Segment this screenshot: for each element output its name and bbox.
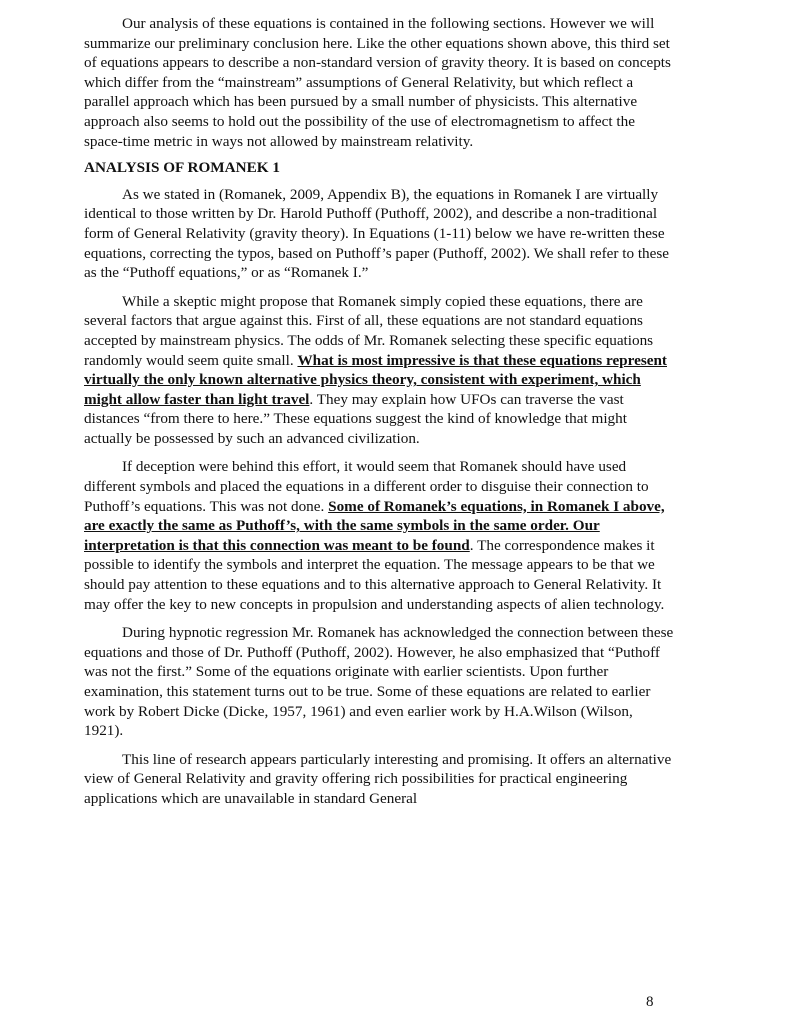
intro-paragraph: Our analysis of these equations is contained in the following sections. However we will summarize our preliminary conclusion here. Like the other equations shown above, this third set of equations appears to describe a non-standard version of gravity theory. It is based on concepts which differ from the “mainstream” assumptions of General Relativity, but which reflect a parallel approach which has been pursued by a small number of physicists. This alternative approach also seems to hold out the possibility of the use of electromagnetism to affect the space-time metric in ways not allowed by mainstream relativity. xyxy=(84,15,671,150)
section-heading: ANALYSIS OF ROMANEK 1 xyxy=(84,159,280,177)
body-paragraph-4: During hypnotic regression Mr. Romanek has acknowledged the connection between these equations and those of Dr. Puthoff (Puthoff, 2002). However, he also emphasized that “Puthoff was not the first.” Some of the equations originate with earlier scientists. Upon further examination, this statement turns out to be true. Some of these equations are related to earlier work by Robert Dicke (Dicke, 1957, 1961) and even earlier work by H.A.Wilson (Wilson, 1921). xyxy=(84,624,674,740)
paragraph-3-text-start: If deception were behind this effort, it would seem that Romanek should have used different symbols and placed the equations in a different order to disguise their connection to Puthoff’s equations. This was not done. xyxy=(84,458,649,515)
paragraph-2-text-end: . They may explain how UFOs can traverse the vast distances “from there to here.” These equations suggest the kind of knowledge that might actually be possessed by such an advanced civilization. xyxy=(84,390,627,447)
body-paragraph-5: This line of research appears particularly interesting and promising. It offers an alternative view of General Relativity and gravity offering rich possibilities for practical engineering applications which are unavailable in standard General xyxy=(84,750,672,807)
paragraph-3-emphasis: Some of Romanek’s equations, in Romanek I above, are exactly the same as Puthoff’s, with the same symbols in the same order. Our interpretation is that this connection was meant to be found xyxy=(84,497,665,554)
body-paragraph-3 xyxy=(84,457,674,614)
document-page xyxy=(84,14,674,818)
page-number: 8 xyxy=(646,994,654,1010)
body-paragraph-2 xyxy=(84,292,674,449)
body-paragraph-1: As we stated in (Romanek, 2009, Appendix B), the equations in Romanek I are virtually identical to those written by Dr. Harold Puthoff (Puthoff, 2002), and describe a non-traditional form of General Relativity (gravity theory). In Equations (1-11) below we have re-written these equations, correcting the typos, based on Puthoff’s paper (Puthoff, 2002). We shall refer to these as the “Puthoff equations,” or as “Romanek I.” xyxy=(84,185,670,282)
paragraph-3-text-end: . The correspondence makes it possible to identify the symbols and interpret the equation. The message appears to be that we should pay attention to these equations and to this alternative approach to General Relativity. It may offer the key to new concepts in propulsion and understanding aspects of alien technology. xyxy=(84,536,665,613)
paragraph-2-emphasis: What is most impressive is that these equations represent virtually the only known alternative physics theory, consistent with experiment, which might allow faster than light travel xyxy=(84,351,667,408)
paragraph-2-text-start: While a skeptic might propose that Romanek simply copied these equations, there are several factors that argue against this. First of all, these equations are not standard equations accepted by mainstream physics. The odds of Mr. Romanek selecting these specific equations randomly would seem quite small. xyxy=(84,292,654,369)
